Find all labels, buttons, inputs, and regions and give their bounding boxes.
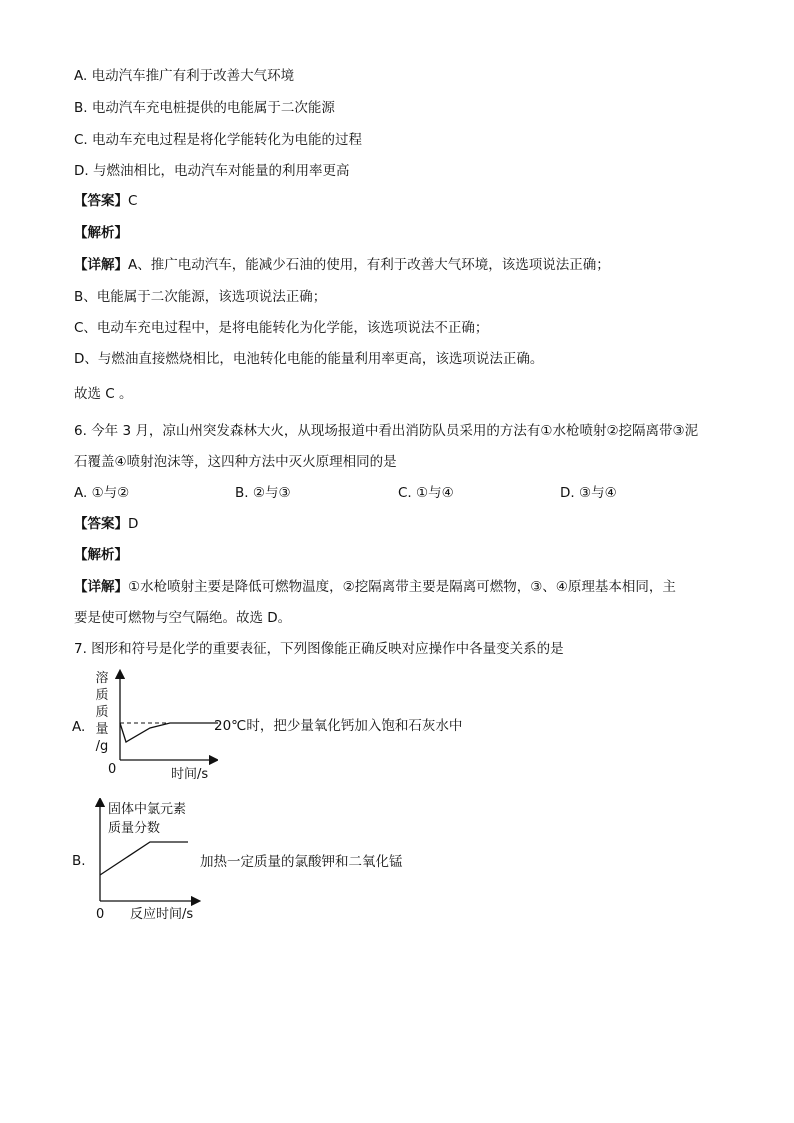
curve-line xyxy=(100,842,188,875)
q6-option-b: B. ②与③ xyxy=(235,485,291,501)
q6-option-d: D. ③与④ xyxy=(560,485,617,501)
q5-option-d: D. 与燃油相比，电动汽车对能量的利用率更高 xyxy=(74,163,350,179)
answer-value: D xyxy=(128,516,139,532)
q6-analysis-label: 【解析】 xyxy=(74,547,128,563)
q5-detail-c: C、电动车充电过程中，是将电能转化为化学能，该选项说法不正确； xyxy=(74,320,489,336)
answer-value: C xyxy=(128,193,138,209)
q7-option-b-ylabel xyxy=(108,800,186,838)
q7-option-b-origin: 0 xyxy=(96,907,105,922)
q7-option-a-ylabel xyxy=(94,670,110,755)
q5-analysis-label: 【解析】 xyxy=(74,225,128,241)
curve-line xyxy=(120,723,218,742)
q5-conclusion: 故选 C 。 xyxy=(74,386,133,402)
q6-detail-line2: 要是使可燃物与空气隔绝。故选 D。 xyxy=(74,610,292,626)
q5-detail-a xyxy=(74,256,610,274)
q7-option-b-xlabel: 反应时间/s xyxy=(130,907,194,922)
q5-option-a: A. 电动汽车推广有利于改善大气环境 xyxy=(74,68,295,84)
q6-option-c: C. ①与④ xyxy=(398,485,454,501)
q5-option-c: C. 电动车充电过程是将化学能转化为电能的过程 xyxy=(74,132,363,148)
q6-answer xyxy=(74,515,138,533)
q5-answer xyxy=(74,192,137,210)
q5-detail-b: B、电能属于二次能源，该选项说法正确； xyxy=(74,289,327,305)
q6-detail-line1 xyxy=(74,578,676,596)
q7-option-a-description: 20℃时，把少量氧化钙加入饱和石灰水中 xyxy=(214,718,463,734)
ylabel-line2: 质量分数 xyxy=(108,821,161,836)
ylabel-char: 质 xyxy=(95,688,109,703)
q7-option-a-origin: 0 xyxy=(108,762,117,777)
ylabel-char: 质 xyxy=(95,705,109,720)
detail-text: A、推广电动汽车，能减少石油的使用，有利于改善大气环境，该选项说法正确； xyxy=(128,257,610,273)
q7-option-b-letter: B. xyxy=(72,853,86,869)
detail-key: 【详解】 xyxy=(74,257,128,273)
ylabel-line1: 固体中氯元素 xyxy=(108,802,187,817)
q7-option-b-description: 加热一定质量的氯酸钾和二氧化锰 xyxy=(200,854,403,870)
q7-option-a-xlabel: 时间/s xyxy=(171,767,209,782)
detail-text: ①水枪喷射主要是降低可燃物温度，②挖隔离带主要是隔离可燃物，③、④原理基本相同，主 xyxy=(128,579,676,595)
answer-key: 【答案】 xyxy=(74,516,128,532)
q6-stem-line2: 石覆盖④喷射泡沫等，这四种方法中灭火原理相同的是 xyxy=(74,454,397,470)
q6-option-a: A. ①与② xyxy=(74,485,130,501)
ylabel-unit: /g xyxy=(95,739,109,754)
q5-detail-d: D、与燃油直接燃烧相比，电池转化电能的能量利用率更高，该选项说法正确。 xyxy=(74,351,544,367)
ylabel-char: 溶 xyxy=(95,671,109,686)
q5-option-b: B. 电动汽车充电桩提供的电能属于二次能源 xyxy=(74,100,335,116)
q6-stem-line1: 6. 今年 3 月，凉山州突发森林大火，从现场报道中看出消防队员采用的方法有①水枪喷射②挖隔离带③泥 xyxy=(74,423,699,439)
ylabel-char: 量 xyxy=(95,722,109,737)
answer-key: 【答案】 xyxy=(74,193,128,209)
detail-key: 【详解】 xyxy=(74,579,128,595)
q7-option-a-letter: A. xyxy=(72,719,86,735)
q7-stem: 7. 图形和符号是化学的重要表征，下列图像能正确反映对应操作中各量变关系的是 xyxy=(74,641,564,657)
